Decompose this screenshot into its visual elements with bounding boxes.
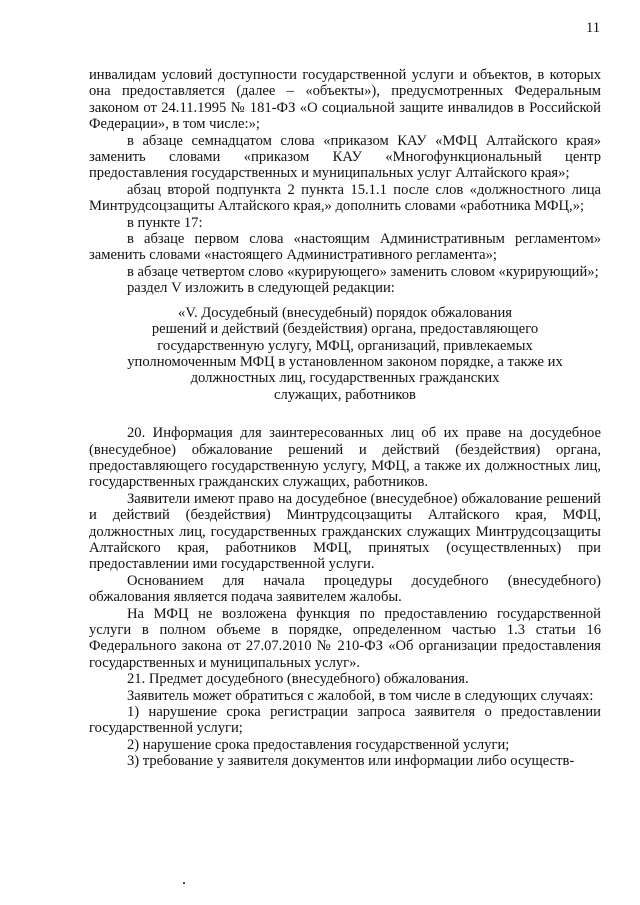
document-body: [89, 67, 601, 770]
paragraph: в абзаце первом слова «настоящим Административным регламентом» заменить словами «настоящего Административного регламента»;: [89, 231, 601, 264]
paragraph: в абзаце семнадцатом слова «приказом КАУ «МФЦ Алтайского края» заменить словами «приказом КАУ «Многофункциональный центр предоставления государственных и муниципальных услуг Алтайского края»;: [89, 132, 601, 182]
paragraph: На МФЦ не возложена функция по предоставлению государственной услуги в полном объеме в порядке, определенном частью 1.3 статьи 16 Федерального закона от 27.07.2010 № 210-ФЗ «Об организации предоставления государственных и муниципальных услуг».: [89, 605, 601, 671]
section-heading-line: служащих, работников: [274, 386, 416, 403]
section-heading: [89, 305, 601, 403]
paragraph: инвалидам условий доступности государственной услуги и объектов, в которых она предоставляется (далее – «объекты»), предусмотренных Федеральным законом от 24.11.1995 № 181-ФЗ «О социальной защите инвалидов в Российской Федерации», в том числе:»;: [89, 67, 601, 133]
page-number: 11: [585, 20, 600, 36]
paragraph: Заявители имеют право на досудебное (внесудебное) обжалование решений и действий (бездействия) Минтрудсоцзащиты Алтайского края, МФЦ, должностных лиц, государственных гражданских служащих Минтрудсоцзащиты Алтайского края, работников МФЦ, принятых (осуществленных) при предоставлении ими государственной услуги.: [89, 490, 601, 573]
paragraph: в абзаце четвертом слово «курирующего» заменить словом «курирующий»;: [127, 263, 599, 280]
paragraph: 20. Информация для заинтересованных лиц об их праве на досудебное (внесудебное) обжалование решений и действий (бездействия) органа, предоставляющего государственную услугу, МФЦ, а также их должностных лиц, государственных гражданских служащих, работников.: [89, 425, 601, 491]
paragraph: абзац второй подпункта 2 пункта 15.1.1 после слов «должностного лица Минтрудсоцзащиты Алтайского края,» дополнить словами «работника МФЦ,»;: [89, 181, 601, 215]
section-heading-line: решений и действий (бездействия) органа, предоставляющего: [151, 321, 539, 338]
paragraph: 21. Предмет досудебного (внесудебного) обжалования.: [127, 671, 469, 688]
paragraph: Основанием для начала процедуры досудебного (внесудебного) обжалования является подача заявителем жалобы.: [89, 572, 601, 606]
section-heading-line: «V. Досудебный (внесудебный) порядок обжалования: [178, 304, 512, 321]
paragraph: в пункте 17:: [127, 214, 203, 231]
scan-mark: [183, 882, 185, 884]
paragraph: 2) нарушение срока предоставления государственной услуги;: [127, 736, 510, 753]
paragraph: раздел V изложить в следующей редакции:: [127, 280, 395, 297]
paragraph: Заявитель может обратиться с жалобой, в том числе в следующих случаях:: [127, 687, 594, 704]
paragraph: 3) требование у заявителя документов или информации либо осуществ-: [127, 753, 575, 770]
section-heading-line: государственную услугу, МФЦ, организаций, привлекаемых: [157, 337, 533, 354]
paragraph: 1) нарушение срока регистрации запроса заявителя о предоставлении государственной услуги;: [89, 704, 601, 737]
section-heading-line: уполномоченным МФЦ в установленном законом порядке, а также их должностных лиц, государственных гражданских: [127, 353, 563, 387]
